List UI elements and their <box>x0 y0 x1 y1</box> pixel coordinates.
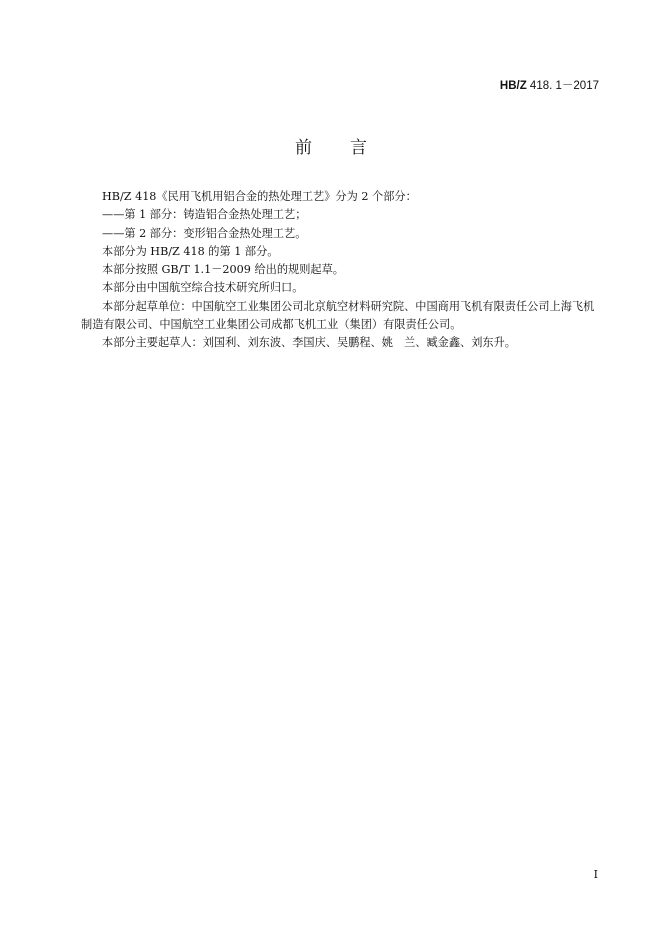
paragraph-drafting-rules: 本部分按照 GB/T 1.1－2009 给出的规则起草。 <box>102 263 344 277</box>
paragraph-parts-intro: HB/Z 418《民用飞机用铝合金的热处理工艺》分为 2 个部分： <box>102 190 417 203</box>
paragraph-main-drafters: 本部分主要起草人：刘国利、刘东波、李国庆、吴鹏程、姚 兰、臧金鑫、刘东升。 <box>102 336 516 350</box>
paragraph-part-1: ——第 1 部分：铸造铝合金热处理工艺； <box>102 208 307 222</box>
page-number: I <box>593 868 598 881</box>
foreword-body <box>81 188 599 353</box>
paragraph-drafting-units: 本部分起草单位：中国航空工业集团公司北京航空材料研究院、中国商用飞机有限责任公司上海飞机制造有限公司、中国航空工业集团公司成都飞机工业（集团）有限责任公司。 <box>81 299 595 332</box>
standard-code <box>500 77 599 93</box>
standard-number: 418. 1－2017 <box>526 80 599 92</box>
paragraph-this-part: 本部分为 HB/Z 418 的第 1 部分。 <box>102 244 279 258</box>
paragraph-part-2: ——第 2 部分：变形铝合金热处理工艺。 <box>102 226 307 240</box>
page-title: 前言 <box>295 138 405 158</box>
standard-prefix: HB/Z <box>499 80 527 92</box>
paragraph-centralized-by: 本部分由中国航空综合技术研究所归口。 <box>102 281 304 295</box>
